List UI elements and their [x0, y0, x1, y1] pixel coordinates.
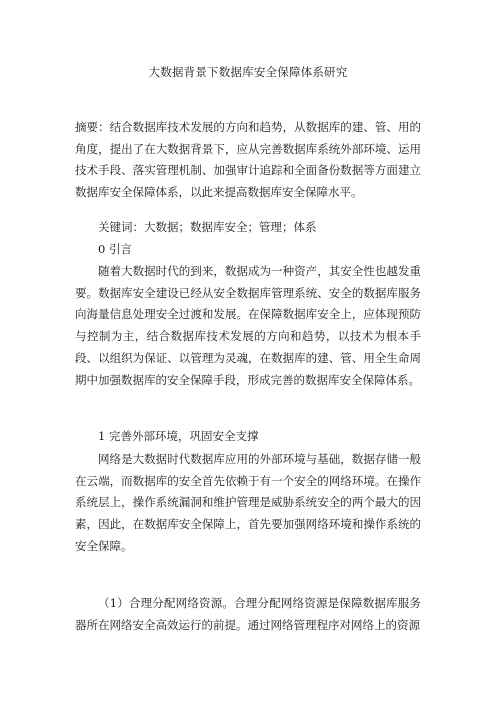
- document-title: 大数据背景下数据库安全保障体系研究: [148, 65, 348, 79]
- abstract-paragraph: 摘要：结合数据库技术发展的方向和趋势，从数据库的建、管、用的角度，提出了在大数据背景下，应从完善数据库系统外部环境、运用技术手段、落实管理机制、加强审计追踪和全面备份数据等方面建立数据库安全保障体系，以此来提高数据库安全保障水平。: [75, 120, 421, 200]
- section-1-item-1: （1）合理分配网络资源。合理分配网络资源是保障数据库服务器所在网络安全高效运行的前提。通过网络管理程序对网络上的资源: [75, 596, 421, 632]
- keywords-line: 关键词：大数据；数据库安全；管理；体系: [98, 220, 317, 234]
- section-1-body: 网络是大数据时代数据库应用的外部环境与基础，数据存储一般在云端，而数据库的安全首先依赖于有一个安全的网络环境。在操作系统层上，操作系统漏洞和维护管理是威胁系统安全的两个最大的因素，因此，在数据库安全保障上，首先要加强网络环境和操作系统的安全保障。: [75, 452, 421, 553]
- section-0-heading: 0 引言: [98, 242, 132, 256]
- section-0-body: 随着大数据时代的到来，数据成为一种资产，其安全性也越发重要。数据库安全建设已经从安全数据库管理系统、安全的数据库服务向海量信息处理安全过渡和发展。在保障数据库安全上，应体现预防与控制为主，结合数据库技术发展的方向和趋势，以技术为根本手段、以组织为保证、以管理为灵魂，在数据库的建、管、用全生命周期中加强数据库的安全保障手段，形成完善的数据库安全保障体系。: [75, 264, 421, 387]
- section-1-heading: 1 完善外部环境，巩固安全支撑: [98, 429, 259, 443]
